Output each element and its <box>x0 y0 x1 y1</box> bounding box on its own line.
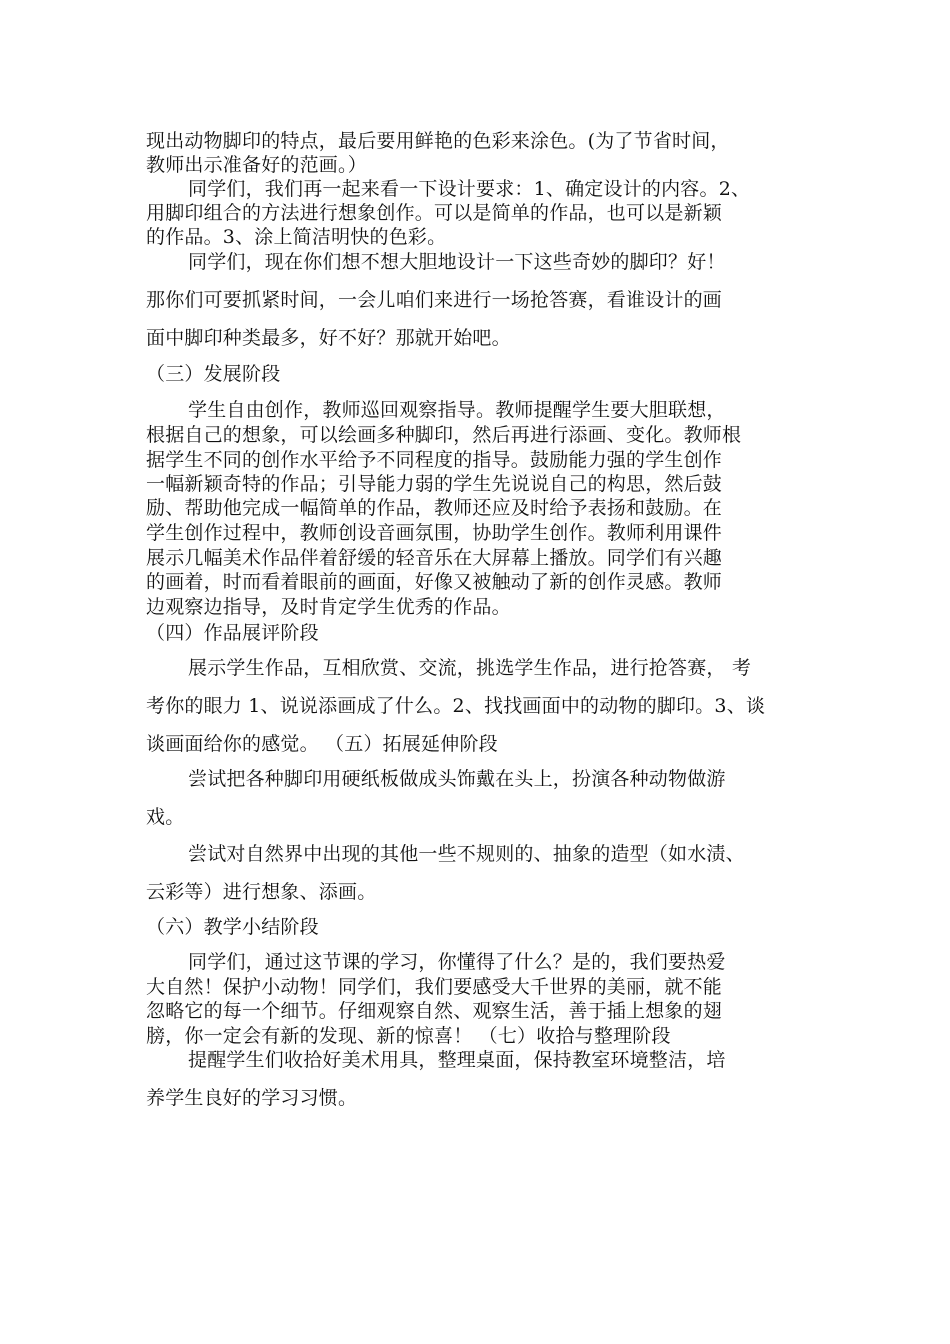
body-text-line: 用脚印组合的方法进行想象创作。可以是简单的作品，也可以是新颖 <box>146 202 723 224</box>
paragraph-first-line: 学生自由创作，教师巡回观察指导。教师提醒学生要大胆联想， <box>188 399 726 421</box>
paragraph-first-line: 同学们，我们再一起来看一下设计要求：1、确定设计的内容。2、 <box>188 178 751 200</box>
body-text-line: 养学生良好的学习习惯。 <box>146 1087 358 1109</box>
paragraph-first-line: 同学们，通过这节课的学习，你懂得了什么？是的，我们要热爱 <box>188 951 726 973</box>
body-text-line: 考你的眼力 1、说说添画成了什么。2、找找画面中的动物的脚印。3、谈 <box>146 695 766 717</box>
body-text-line: 现出动物脚印的特点，最后要用鲜艳的色彩来涂色。(为了节省时间， <box>146 130 730 152</box>
body-text-line: 面中脚印种类最多，好不好？那就开始吧。 <box>146 327 511 349</box>
body-text-line: 根据自己的想象，可以绘画多种脚印，然后再进行添画、变化。教师根 <box>146 424 742 446</box>
paragraph-first-line: 尝试对自然界中出现的其他一些不规则的、抽象的造型（如水渍、 <box>188 843 745 865</box>
body-text-line: 大自然！保护小动物！同学们，我们要感受大千世界的美丽，就不能 <box>146 976 723 998</box>
body-text-line: 学生创作过程中，教师创设音画氛围，协助学生创作。教师利用课件 <box>146 522 723 544</box>
body-text-line: 展示几幅美术作品伴着舒缓的轻音乐在大屏幕上播放。同学们有兴趣 <box>146 547 723 569</box>
body-text-line: 的作品。3、涂上简洁明快的色彩。 <box>146 226 447 248</box>
section-heading-3: （三）发展阶段 <box>146 363 281 385</box>
section-heading-6: （六）教学小结阶段 <box>146 916 319 938</box>
body-text-line: 忽略它的每一个细节。仔细观察自然、观察生活，善于插上想象的翅 <box>146 1000 723 1022</box>
body-text-line: 膀，你一定会有新的发现、新的惊喜！ （七）收拾与整理阶段 <box>146 1025 671 1047</box>
body-text-line: 云彩等）进行想象、添画。 <box>146 881 377 903</box>
body-text-line: 一幅新颖奇特的作品；引导能力弱的学生先说说自己的构思，然后鼓 <box>146 473 723 495</box>
body-text-line: 据学生不同的创作水平给予不同程度的指导。鼓励能力强的学生创作 <box>146 449 723 471</box>
body-text-line: 教师出示准备好的范画。） <box>146 154 367 176</box>
body-text-line: 励、帮助他完成一幅简单的作品，教师还应及时给予表扬和鼓励。在 <box>146 497 723 519</box>
paragraph-first-line: 尝试把各种脚印用硬纸板做成头饰戴在头上，扮演各种动物做游 <box>188 768 726 790</box>
body-text-line: 的画着，时而看着眼前的画面，好像又被触动了新的创作灵感。教师 <box>146 571 723 593</box>
paragraph-first-line: 提醒学生们收拾好美术用具，整理桌面，保持教室环境整洁，培 <box>188 1049 726 1071</box>
body-text-line: 那你们可要抓紧时间，一会儿咱们来进行一场抢答赛，看谁设计的画 <box>146 289 723 311</box>
paragraph-first-line: 展示学生作品，互相欣赏、交流，挑选学生作品，进行抢答赛， 考 <box>188 657 752 679</box>
section-heading-4: （四）作品展评阶段 <box>146 622 319 644</box>
paragraph-first-line: 同学们，现在你们想不想大胆地设计一下这些奇妙的脚印？好！ <box>188 251 726 273</box>
body-text-line: 边观察边指导，及时肯定学生优秀的作品。 <box>146 596 511 618</box>
body-text-line: 谈画面给你的感觉。 （五）拓展延伸阶段 <box>146 733 498 755</box>
body-text-line: 戏。 <box>146 806 185 828</box>
